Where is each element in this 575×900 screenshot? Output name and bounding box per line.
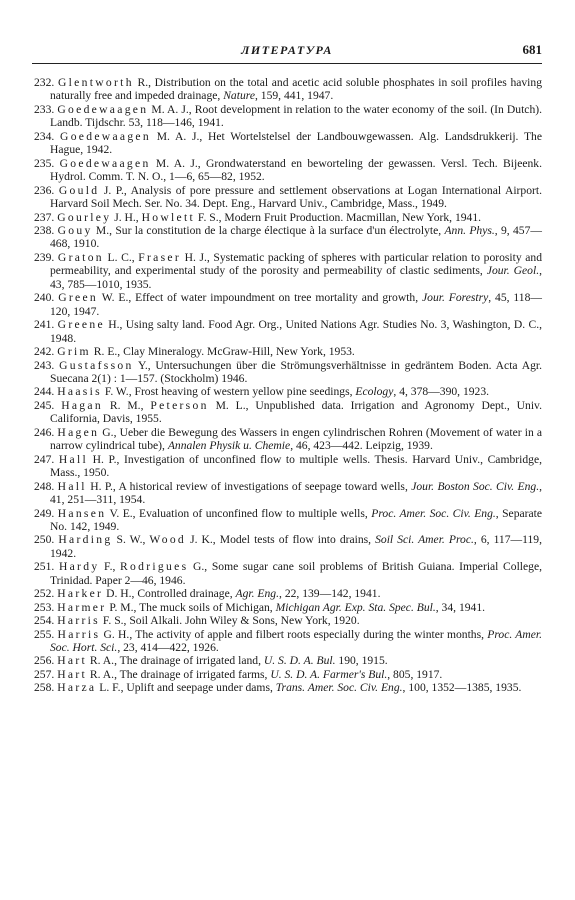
reference-number: 247. — [34, 452, 55, 466]
reference-coauthor: Rodrigues — [120, 560, 189, 574]
reference-tail: , 46, 423—442. Leipzig, 1939. — [290, 439, 433, 453]
reference-number: 256. — [34, 654, 55, 668]
reference-text: Y., Untersuchungen über die Strömungsverhältnisse in gedräntem Boden. Acta Agr. Suecana 2(1) : 1—157. (Stockholm) 1946. — [50, 358, 542, 385]
reference-entry — [34, 385, 542, 398]
reference-coauthor: Fraser — [138, 250, 181, 264]
reference-journal: Jour. Geol. — [486, 264, 540, 278]
reference-number: 237. — [34, 210, 55, 224]
reference-number: 238. — [34, 223, 55, 237]
reference-author: Harmer — [57, 600, 107, 614]
reference-entry — [34, 251, 542, 291]
reference-number: 246. — [34, 425, 55, 439]
reference-text-cont: H. J., Systematic packing of spheres with particular relation to porosity and permeability, and experimental study of the porosity and permeability of clastic sediments, — [50, 250, 542, 278]
reference-author: Gourley — [57, 210, 112, 224]
reference-entry — [34, 224, 542, 251]
reference-number: 248. — [34, 479, 55, 493]
running-head — [32, 41, 542, 64]
reference-number: 241. — [34, 318, 55, 332]
reference-journal: Ecology — [355, 385, 394, 399]
reference-number: 249. — [34, 506, 55, 520]
reference-text: H., Using salty land. Food Agr. Org., United Nations Agr. Studies No. 3, Washington, D. C., 1948. — [50, 318, 542, 345]
reference-author: Graton — [57, 250, 104, 264]
reference-entry — [34, 628, 542, 655]
reference-entry — [34, 507, 542, 534]
reference-text: G., Ueber die Bewegung des Wassers in engen cylindrischen Rohren (Movement of water in a narrow cylindrical tube), — [50, 425, 542, 453]
reference-text: R. M., — [102, 398, 151, 412]
reference-text: S. W., — [112, 533, 150, 547]
reference-number: 235. — [34, 156, 55, 170]
reference-journal: Jour. Boston Soc. Civ. Eng. — [411, 479, 540, 493]
reference-author: Gould — [58, 183, 100, 197]
running-head-title: ЛИТЕРАТУРА — [241, 43, 333, 57]
reference-entry — [34, 211, 542, 224]
reference-journal: Annalen Physik u. Chemie — [167, 439, 291, 453]
reference-entry — [34, 560, 542, 587]
reference-tail: , 4, 378—390, 1923. — [393, 385, 490, 399]
reference-text: V. E., Evaluation of unconfined flow to multiple wells, — [106, 506, 372, 520]
reference-journal: Agr. Eng. — [235, 587, 280, 601]
reference-text: G. H., The activity of apple and filbert roots especially during the winter months, — [100, 627, 488, 641]
reference-author: Hall — [58, 452, 89, 466]
reference-author: Gouy — [57, 223, 93, 237]
reference-text: F., — [99, 560, 121, 574]
reference-number: 254. — [34, 614, 55, 628]
reference-author: Goedewaagen — [57, 102, 149, 116]
reference-tail: , 100, 1352—1385, 1935. — [402, 681, 522, 695]
reference-text: W. E., Effect of water impoundment on tree mortality and growth, — [98, 291, 422, 305]
reference-entry — [34, 654, 542, 667]
reference-tail: , 9, 457—468, 1910. — [50, 223, 542, 251]
reference-author: Harza — [57, 681, 97, 695]
reference-text: H. P., Investigation of unconfined flow to multiple wells. Thesis. Harvard Univ., Cambridge, Mass., 1950. — [50, 452, 542, 480]
reference-number: 245. — [34, 398, 55, 412]
reference-number: 250. — [34, 533, 55, 547]
reference-text: F. W., Frost heaving of western yellow pine seedings, — [101, 385, 356, 399]
reference-author: Hardy — [58, 560, 100, 574]
reference-text: L. F., Uplift and seepage under dams, — [96, 681, 276, 695]
reference-tail: , 22, 139—142, 1941. — [279, 587, 381, 601]
reference-number: 252. — [34, 587, 55, 601]
reference-tail: , 41, 251—311, 1954. — [50, 479, 543, 507]
reference-author: Hagen — [57, 425, 100, 439]
reference-text: H. P., A historical review of investigations of seepage toward wells, — [86, 479, 412, 493]
reference-text: M. A. J., Het Wortelstelsel der Landbouwgewassen. Alg. Landsdrukkerij. The Hague, 1942. — [50, 129, 542, 157]
reference-journal: Proc. Amer. Soc. Hort. Sci. — [50, 627, 542, 655]
reference-text: J. P., Analysis of pore pressure and settlement observations at Logan International Airport. Harvard Soil Mech. Ser. No. 34. Dept. Eng., Harvard Univ., Cambridge, Mass., 1949. — [50, 183, 542, 211]
reference-number: 236. — [34, 183, 55, 197]
reference-number: 234. — [34, 129, 55, 143]
reference-author: Harker — [57, 587, 104, 601]
reference-tail: , 45, 118—120, 1947. — [50, 291, 542, 318]
reference-coauthor: Wood — [149, 533, 187, 547]
reference-journal: Proc. Amer. Soc. Civ. Eng. — [371, 506, 496, 520]
reference-entry — [34, 480, 542, 507]
reference-tail: , 6, 117—119, 1942. — [50, 533, 542, 560]
reference-journal: Soil Sci. Amer. Proc. — [375, 533, 474, 547]
reference-entry — [34, 184, 542, 211]
reference-journal: Trans. Amer. Soc. Civ. Eng. — [275, 681, 403, 695]
reference-tail: , 43, 785—1010, 1935. — [50, 264, 543, 291]
reference-entry — [34, 614, 542, 627]
reference-text: M. A. J., Grondwaterstand en beworteling der gewassen. Versl. Tech. Bijeenk. Hydrol. Comm. T. N. O., 1—6, 65—82, 1952. — [50, 156, 542, 184]
reference-author: Goedewaagen — [59, 156, 151, 170]
reference-tail: 190, 1915. — [335, 654, 388, 668]
reference-number: 243. — [34, 358, 55, 372]
reference-journal: Michigan Agr. Exp. Sta. Spec. Bul. — [275, 600, 436, 614]
reference-tail: , 805, 1917. — [387, 667, 443, 681]
reference-text-cont: F. S., Modern Fruit Production. Macmillan, New York, 1941. — [195, 210, 482, 224]
reference-author: Green — [58, 291, 99, 305]
reference-entry — [34, 587, 542, 600]
reference-entry — [34, 318, 542, 345]
reference-entry — [34, 103, 542, 130]
reference-author: Harris — [57, 627, 101, 641]
reference-author: Goedewaagen — [60, 129, 151, 143]
reference-author: Hagan — [61, 398, 103, 412]
reference-author: Glentworth — [57, 76, 134, 89]
page-number: 681 — [522, 42, 542, 57]
reference-author: Hart — [57, 667, 88, 681]
reference-number: 239. — [34, 250, 55, 264]
reference-journal: U. S. D. A. Bul. — [263, 654, 336, 668]
reference-entry — [34, 533, 542, 560]
reference-tail: , 34, 1941. — [435, 600, 486, 614]
reference-entry — [34, 399, 542, 426]
reference-entry — [34, 681, 542, 694]
reference-tail: , 159, 441, 1947. — [254, 89, 334, 103]
reference-number: 258. — [34, 681, 55, 695]
reference-text: J. H., — [111, 210, 142, 224]
reference-coauthor: Howlett — [141, 210, 196, 224]
reference-author: Grim — [57, 345, 91, 359]
reference-author: Harding — [58, 533, 113, 547]
reference-text: D. H., Controlled drainage, — [103, 587, 236, 601]
reference-journal: Ann. Phys. — [444, 223, 495, 237]
reference-text: R. E., Clay Mineralogy. McGraw-Hill, New York, 1953. — [90, 345, 355, 359]
reference-author: Hart — [57, 654, 88, 668]
reference-entry — [34, 359, 542, 386]
reference-number: 233. — [34, 102, 55, 116]
reference-tail: , 23, 414—422, 1926. — [117, 641, 219, 655]
reference-entry — [34, 130, 542, 157]
reference-number: 253. — [34, 600, 55, 614]
reference-entry — [34, 291, 542, 318]
reference-number: 242. — [34, 345, 55, 359]
reference-author: Gustafsson — [59, 358, 134, 372]
reference-text: R., Distribution on the total and acetic acid soluble phosphates in soil profiles having naturally free and impeded drainage, — [50, 76, 542, 103]
reference-text: M., Sur la constitution de la charge électique à la surface d'un électrolyte, — [92, 223, 445, 237]
reference-journal: U. S. D. A. Farmer's Bul. — [270, 667, 388, 681]
reference-tail: , Separate No. 142, 1949. — [50, 506, 543, 533]
reference-list — [34, 76, 542, 695]
reference-text: R. A., The drainage of irrigated farms, — [87, 667, 271, 681]
reference-number: 255. — [34, 627, 55, 641]
reference-entry — [34, 668, 542, 681]
reference-coauthor: Peterson — [150, 398, 209, 412]
reference-entry — [34, 157, 542, 184]
reference-journal: Nature — [223, 89, 255, 103]
reference-text: L. C., — [103, 250, 139, 264]
reference-author: Harris — [57, 614, 100, 628]
reference-text: P. M., The muck soils of Michigan, — [106, 600, 276, 614]
reference-number: 240. — [34, 291, 55, 305]
reference-number: 251. — [34, 560, 55, 574]
reference-journal: Jour. Forestry — [422, 291, 489, 305]
reference-entry — [34, 426, 542, 453]
reference-text-cont: J. K., Model tests of flow into drains, — [186, 533, 376, 547]
reference-author: Hansen — [57, 506, 107, 520]
reference-text: F. S., Soil Alkali. John Wiley & Sons, New York, 1920. — [99, 614, 360, 628]
reference-entry — [34, 453, 542, 480]
reference-author: Greene — [57, 318, 105, 332]
reference-text: M. A. J., Root development in relation to the water economy of the soil. (In Dutch). Landb. Tijdschr. 53, 118—146, 1941. — [50, 102, 542, 130]
reference-text-cont: M. L., Unpublished data. Irrigation and Agronomy Dept., Univ. California, Davis, 1955. — [50, 398, 542, 426]
reference-number: 244. — [34, 385, 55, 399]
reference-entry — [34, 601, 542, 614]
reference-text-cont: G., Some sugar cane soil problems of British Guiana. Imperial College, Trinidad. Paper 2—46, 1946. — [50, 560, 542, 587]
reference-text: R. A., The drainage of irrigated land, — [87, 654, 264, 668]
reference-number: 232. — [34, 76, 55, 89]
reference-entry — [34, 345, 542, 358]
reference-author: Hall — [57, 479, 87, 493]
reference-entry — [34, 76, 542, 103]
reference-author: Haasis — [57, 385, 102, 399]
reference-number: 257. — [34, 667, 55, 681]
